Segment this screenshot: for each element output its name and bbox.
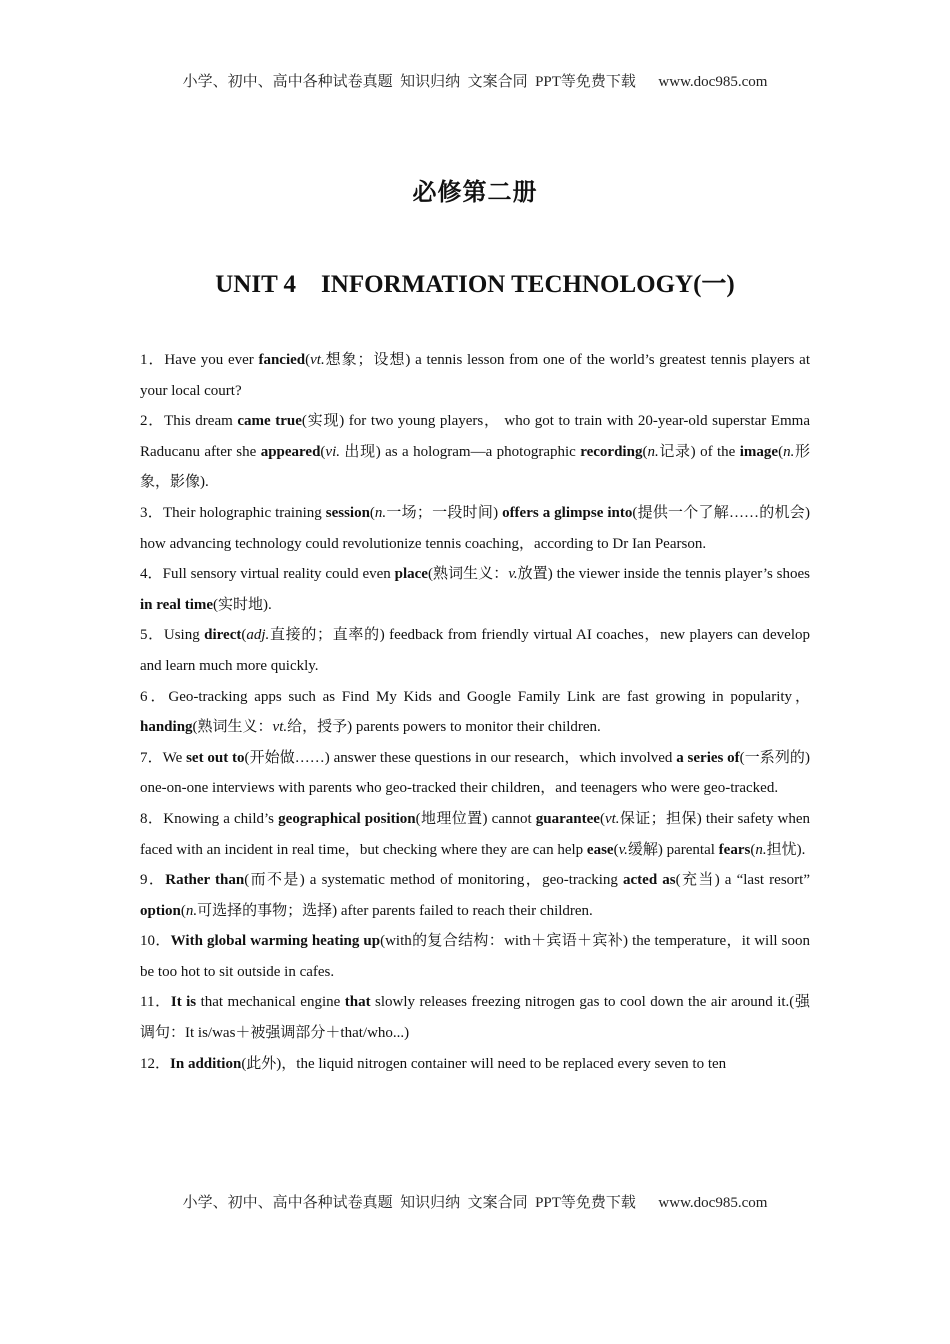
keyword: With global warming heating up [170, 933, 381, 950]
keyword: handing [140, 719, 193, 736]
sentence-text: 放置) the viewer inside the tennis player’s shoes [517, 566, 810, 583]
sentence-text: Full sensory virtual reality could even [162, 566, 395, 583]
sentence-text: ( [180, 902, 186, 919]
keyword: image [739, 443, 779, 460]
vocabulary-list [140, 345, 810, 1079]
keyword: that [344, 994, 371, 1011]
sentence-item [140, 987, 810, 1048]
keyword: ease [586, 841, 614, 858]
keyword: geographical position [278, 810, 416, 827]
keyword: It is [170, 994, 197, 1011]
part-of-speech: vt. [604, 810, 620, 827]
sentence-text: ( [613, 841, 619, 858]
sentence-text: (而不是) a systematic method of monitoring，geo-tracking [244, 872, 624, 889]
sentence-item [140, 743, 810, 804]
keyword: Rather than [165, 872, 245, 889]
sentence-text: (熟词生义： [192, 719, 273, 736]
sentence-text: 缓解) parental [627, 841, 719, 858]
sentence-text: 直接的；直率的) feedback from friendly virtual AI coaches，new players can develop and learn much more quickly. [140, 627, 810, 674]
sentence-text: ( [750, 841, 756, 858]
keyword: place [394, 566, 428, 583]
sentence-text: 保证；担保) their safety when faced with an incident in real time，but checking where they are can help [140, 810, 810, 858]
sentence-text: (熟词生义： [427, 566, 509, 583]
keyword: guarantee [535, 810, 600, 827]
item-number: 2． [140, 413, 165, 430]
page-header: 小学、初中、高中各种试卷真题 知识归纳 文案合同 PPT等免费下载 www.doc985.com [182, 74, 768, 90]
sentence-text: (实时地). [213, 596, 272, 613]
sentence-text: 形象，影像). [140, 443, 810, 491]
part-of-speech: n. [755, 841, 767, 858]
sentence-text: Their holographic training [162, 504, 326, 521]
sentence-text: (with的复合结构：with＋宾语＋宾补) the temperature，it will soon be too hot to sit outside in cafes. [140, 933, 810, 980]
sentence-item [140, 559, 810, 620]
item-number: 12． [140, 1055, 171, 1072]
part-of-speech: n. [374, 504, 387, 521]
book-title: 必修第二册 [412, 178, 538, 206]
sentence-item [140, 620, 810, 681]
part-of-speech: vt. [272, 719, 288, 736]
sentence-text: (充当) a “last resort” [675, 872, 810, 889]
keyword: acted as [623, 872, 676, 889]
sentence-text: ( [305, 352, 311, 368]
item-number: 7． [140, 749, 163, 766]
sentence-text: Geo-tracking apps such as Find My Kids and Google Family Link are fast growing in popularity， [168, 688, 810, 705]
sentence-text: Have you ever [164, 352, 259, 368]
item-number: 8． [140, 810, 164, 827]
sentence-text: that mechanical engine [196, 994, 345, 1011]
sentence-text: 给，授予) parents powers to monitor their children. [287, 719, 601, 736]
sentence-text: (开始做……) answer these questions in our research，which involved [244, 749, 677, 766]
keyword: session [325, 504, 370, 521]
keyword: option [140, 902, 181, 919]
sentence-text: (此外)，the liquid nitrogen container will need to be replaced every seven to ten [241, 1055, 727, 1072]
sentence-text: ( [599, 810, 605, 827]
sentence-text: 记录) of the [658, 443, 740, 460]
part-of-speech: vt. [310, 352, 325, 368]
sentence-text: ( [241, 627, 247, 644]
unit-title: UNIT 4 INFORMATION TECHNOLOGY(一) [215, 271, 735, 298]
sentence-text: 担忧). [766, 841, 806, 858]
keyword: came true [237, 413, 302, 430]
keyword: in real time [140, 596, 214, 613]
sentence-text: 一场；一段时间) [386, 504, 503, 521]
item-number: 9． [140, 872, 166, 889]
sentence-text: (实现) for two young players， who got to train with 20-year-old superstar Emma Raducanu after she [140, 413, 810, 460]
keyword: appeared [260, 443, 321, 460]
part-of-speech: vi. [325, 443, 340, 460]
sentence-text: Using [163, 627, 205, 644]
sentence-text: We [162, 749, 187, 766]
keyword: In addition [170, 1055, 242, 1072]
item-number: 10． [140, 933, 171, 950]
item-number: 5． [140, 627, 164, 644]
sentence-item [140, 682, 810, 743]
sentence-text: (一系列的) one-on-one interviews with parents who geo-tracked their children，and teenagers who were geo-tracked. [140, 749, 810, 797]
sentence-text: ( [369, 504, 375, 521]
sentence-text: (地理位置) cannot [415, 810, 536, 827]
sentence-item [140, 406, 810, 498]
keyword: a series of [676, 749, 740, 766]
keyword: fancied [258, 352, 306, 368]
keyword: direct [204, 627, 242, 644]
item-number: 3． [140, 504, 163, 521]
part-of-speech: v. [618, 841, 628, 858]
sentence-text: This dream [164, 413, 238, 430]
keyword: offers a glimpse into [502, 504, 633, 521]
item-number: 4． [140, 566, 163, 583]
sentence-item [140, 926, 810, 987]
page-footer: 小学、初中、高中各种试卷真题 知识归纳 文案合同 PPT等免费下载 www.doc985.com [182, 1195, 768, 1211]
sentence-text: ( [320, 443, 326, 460]
part-of-speech: n. [647, 443, 659, 460]
sentence-text: (提供一个了解……的机会) how advancing technology could revolutionize tennis coaching，according to Dr Ian Pearson. [140, 504, 810, 552]
sentence-text: ( [778, 443, 784, 460]
part-of-speech: n. [783, 443, 795, 460]
keyword: recording [580, 443, 643, 460]
sentence-text: 可选择的事物；选择) after parents failed to reach their children. [197, 902, 593, 919]
keyword: fears [718, 841, 751, 858]
keyword: set out to [186, 749, 245, 766]
item-number: 6． [140, 688, 169, 705]
item-number: 1． [140, 352, 165, 368]
part-of-speech: adj. [246, 627, 270, 644]
sentence-text: ( [642, 443, 648, 460]
sentence-item [140, 498, 810, 559]
sentence-item [140, 1049, 810, 1080]
part-of-speech: v. [508, 566, 518, 583]
sentence-item [140, 345, 810, 406]
sentence-text: 想象；设想) a tennis lesson from one of the world’s greatest tennis players at your local court? [140, 352, 810, 399]
item-number: 11． [140, 994, 171, 1011]
sentence-item [140, 865, 810, 926]
sentence-text: Knowing a child’s [163, 810, 279, 827]
sentence-text: 出现) as a hologram—a photographic [340, 443, 581, 460]
sentence-item [140, 804, 810, 865]
part-of-speech: n. [185, 902, 198, 919]
sentence-text: slowly releases freezing nitrogen gas to cool down the air around it.(强调句：It is/was＋被强调部分＋that/who...) [140, 994, 810, 1042]
